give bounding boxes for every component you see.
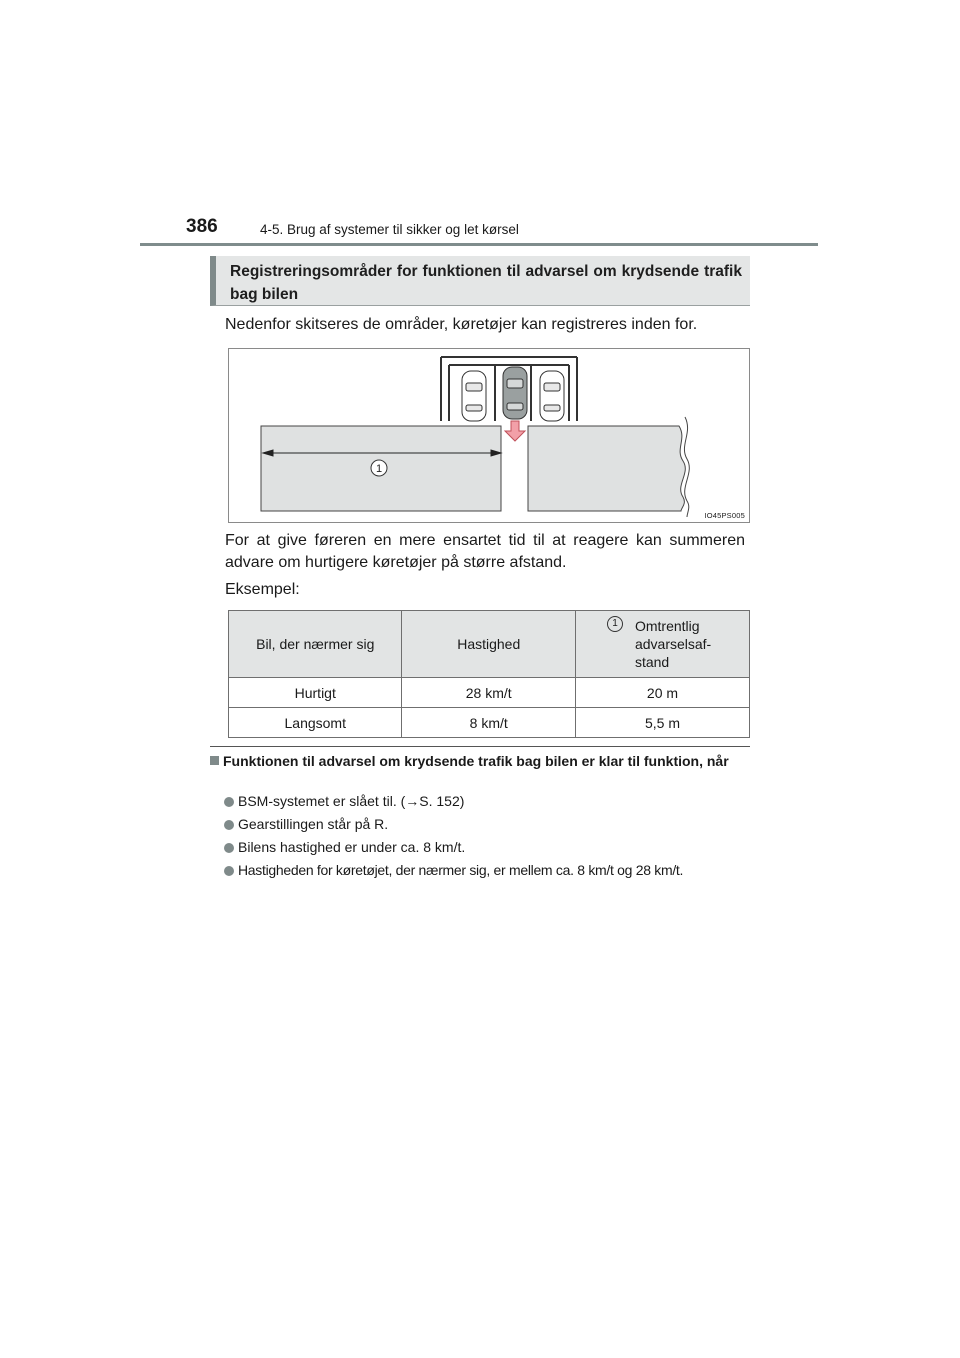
list-item-text: Gearstillingen står på R. xyxy=(238,816,389,832)
section-title: Registreringsområder for funktionen til advarsel om krydsende trafik bag bilen xyxy=(230,263,742,303)
detection-area-diagram xyxy=(229,349,749,522)
page-number: 386 xyxy=(186,216,218,237)
header-callout: 1 xyxy=(607,616,623,632)
header-rule xyxy=(140,243,818,246)
list-item-text: BSM-systemet er slået til. (→S. 152) xyxy=(238,793,465,809)
table-cell: 28 km/t xyxy=(402,678,575,708)
bullet-dot-icon xyxy=(224,866,234,876)
list-item xyxy=(224,815,388,833)
square-bullet-icon xyxy=(210,756,219,765)
table-cell: Hurtigt xyxy=(229,678,402,708)
table-cell: 20 m xyxy=(575,678,749,708)
right-detection-zone xyxy=(528,426,685,511)
bullet-dot-icon xyxy=(224,820,234,830)
header-distance-label: Omtrentlig advarselsaf- stand xyxy=(634,618,712,670)
detection-area-figure xyxy=(228,348,750,523)
conditions-heading xyxy=(210,752,750,770)
header-cell-speed: Hastighed xyxy=(402,611,575,678)
conditions-rule xyxy=(210,746,750,747)
bullet-dot-icon xyxy=(224,797,234,807)
body-paragraph: For at give føreren en mere ensartet tid til at reagere kan summeren advare om hurtigere køretøjer på større afstand. xyxy=(225,532,745,571)
figure-code: IO45PS005 xyxy=(704,511,745,520)
list-item xyxy=(224,838,465,856)
list-item-text: Bilens hastighed er under ca. 8 km/t. xyxy=(238,839,466,855)
intro-paragraph: Nedenfor skitseres de områder, køretøjer kan registreres inden for. xyxy=(225,316,698,333)
section-heading-box xyxy=(210,256,750,306)
table-row xyxy=(229,708,750,738)
list-item xyxy=(224,861,683,879)
bullet-dot-icon xyxy=(224,843,234,853)
table-cell: Langsomt xyxy=(229,708,402,738)
table-cell: 8 km/t xyxy=(402,708,575,738)
parked-car-right xyxy=(540,371,564,421)
own-vehicle xyxy=(503,367,527,419)
conditions-heading-text: Funktionen til advarsel om krydsende trafik bag bilen er klar til funktion, når xyxy=(223,753,729,769)
table-row xyxy=(229,678,750,708)
warning-distance-table xyxy=(228,610,750,738)
table-header-row xyxy=(229,611,750,678)
parked-car-left xyxy=(462,371,486,421)
list-item xyxy=(224,792,464,810)
chapter-title: 4-5. Brug af systemer til sikker og let kørsel xyxy=(260,222,519,237)
header-cell-distance xyxy=(575,611,749,678)
list-item-text: Hastigheden for køretøjet, der nærmer sig, er mellem ca. 8 km/t og 28 km/t. xyxy=(238,862,684,878)
header-cell-vehicle: Bil, der nærmer sig xyxy=(229,611,402,678)
example-label: Eksempel: xyxy=(225,581,300,598)
table-cell: 5,5 m xyxy=(575,708,749,738)
reverse-arrow xyxy=(505,421,525,441)
callout-number: 1 xyxy=(375,463,383,475)
